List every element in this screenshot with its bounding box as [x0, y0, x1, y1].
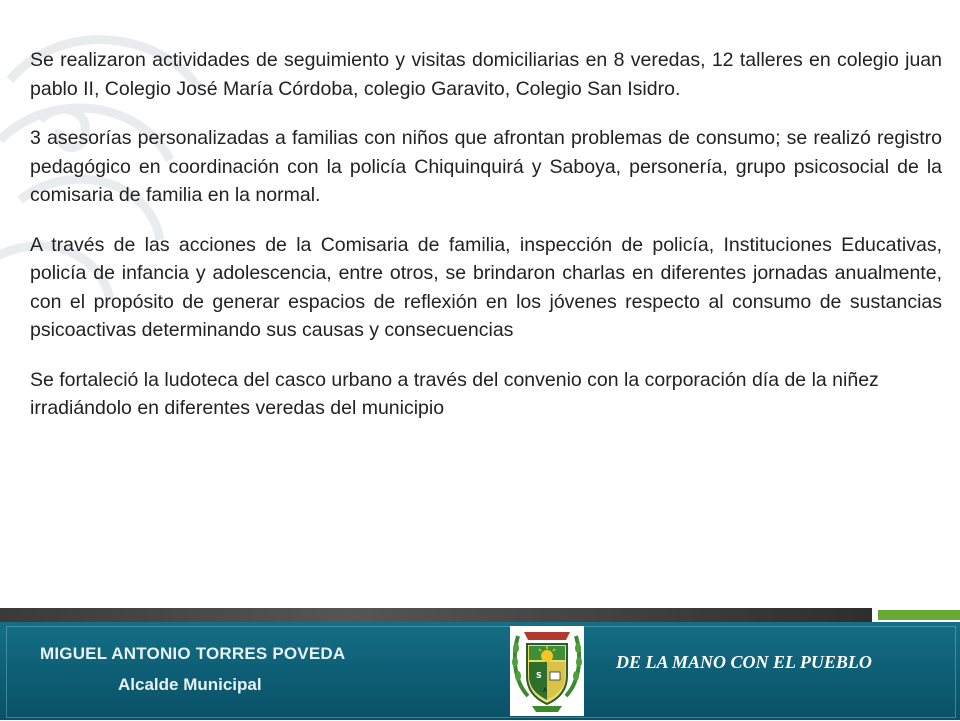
svg-text:S: S — [536, 671, 542, 680]
mayor-title: Alcalde Municipal — [118, 675, 262, 694]
municipal-crest-icon — [510, 626, 584, 716]
paragraph-2: 3 asesorías personalizadas a familias con niños que afrontan problemas de consumo; se realizó registro pedagógico en coordinación con la policía Chiquinquirá y Saboya, personería, grupo psicosocial de la comisaria de familia en la normal. — [30, 127, 942, 206]
body-text — [30, 46, 942, 444]
footer-divider-band — [0, 608, 872, 622]
paragraph-4: Se fortaleció la ludoteca del casco urbano a través del convenio con la corporación día de la niñez irradiándolo en diferentes veredas del municipio — [30, 368, 879, 419]
crest-container — [510, 626, 584, 716]
accent-green-bar — [878, 610, 960, 620]
paragraph-3: A través de las acciones de la Comisaria de familia, inspección de policía, Instituciones Educativas, policía de infancia y adolescencia, entre otros, se brindaron charlas en diferentes jornadas anualmente, con el propósito de generar espacios de reflexión en los jóvenes respecto al consumo de sustancias psicoactivas determinando sus causas y consecuencias — [30, 233, 942, 341]
paragraph-1: Se realizaron actividades de seguimiento y visitas domiciliarias en 8 veredas, 12 talleres en colegio juan pablo II, Colegio José María Córdoba, colegio Garavito, Colegio San Isidro. — [30, 49, 942, 100]
slogan: DE LA MANO CON EL PUEBLO — [616, 652, 872, 672]
mayor-name: MIGUEL ANTONIO TORRES POVEDA — [40, 644, 346, 663]
svg-text:A: A — [543, 687, 548, 694]
